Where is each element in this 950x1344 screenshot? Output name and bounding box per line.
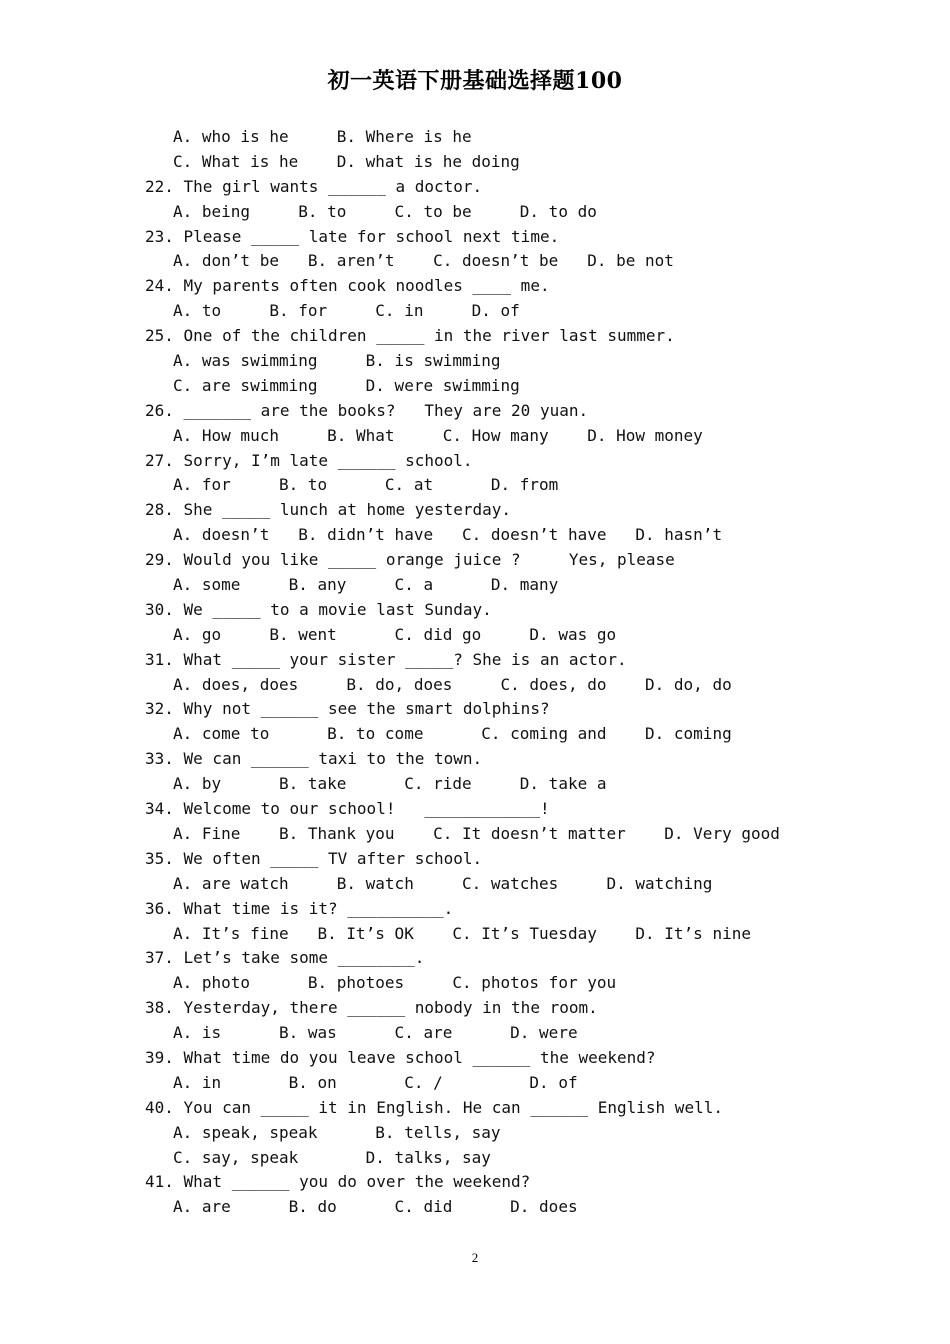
options-line: A. Fine B. Thank you C. It doesn’t matter D. Very good [173, 823, 780, 843]
question-line: 25. One of the children _____ in the river last summer. [145, 326, 675, 346]
question-line: 40. You can _____ it in English. He can ______ English well. [145, 1097, 723, 1117]
options-line: C. What is he D. what is he doing [173, 151, 520, 171]
page-title: 初一英语下册基础选择题100 [327, 68, 623, 94]
options-line: A. It’s fine B. It’s OK C. It’s Tuesday D. It’s nine [173, 923, 751, 943]
options-line: A. come to B. to come C. coming and D. coming [173, 724, 732, 744]
question-line: 30. We _____ to a movie last Sunday. [145, 599, 492, 619]
options-line: A. some B. any C. a D. many [173, 575, 559, 595]
options-line: A. is B. was C. are D. were [173, 1023, 578, 1043]
options-line: A. being B. to C. to be D. to do [173, 201, 597, 221]
question-line: 37. Let’s take some ________. [145, 948, 425, 968]
page-number: 2 [471, 1250, 479, 1265]
question-line: 31. What _____ your sister _____? She is an actor. [145, 649, 627, 669]
options-line: A. was swimming B. is swimming [173, 351, 501, 371]
question-line: 38. Yesterday, there ______ nobody in the room. [145, 998, 598, 1018]
options-line: A. in B. on C. / D. of [173, 1072, 578, 1092]
question-line: 32. Why not ______ see the smart dolphins? [145, 699, 550, 719]
question-line: 23. Please _____ late for school next time. [145, 226, 560, 246]
options-line: A. to B. for C. in D. of [173, 301, 520, 321]
question-line: 24. My parents often cook noodles ____ me. [145, 276, 550, 296]
question-line: 27. Sorry, I’m late ______ school. [145, 450, 473, 470]
options-line: A. who is he B. Where is he [173, 127, 472, 146]
question-line: 41. What ______ you do over the weekend? [145, 1172, 531, 1192]
options-line: A. for B. to C. at D. from [173, 475, 559, 495]
question-line: 34. Welcome to our school! ____________! [145, 799, 550, 819]
question-line: 29. Would you like _____ orange juice ? Yes, please [145, 550, 675, 570]
options-line: C. say, speak D. talks, say [173, 1147, 491, 1167]
options-line: A. does, does B. do, does C. does, do D. do, do [173, 674, 732, 694]
question-line: 36. What time is it? __________. [145, 898, 454, 918]
question-line: 28. She _____ lunch at home yesterday. [145, 500, 512, 520]
options-line: A. by B. take C. ride D. take a [173, 774, 607, 794]
question-line: 22. The girl wants ______ a doctor. [145, 176, 483, 196]
options-line: A. don’t be B. aren’t C. doesn’t be D. be not [173, 251, 674, 271]
options-line: A. are watch B. watch C. watches D. watching [173, 873, 713, 893]
options-line: A. How much B. What C. How many D. How money [173, 425, 703, 445]
question-line: 26. _______ are the books? They are 20 yuan. [145, 400, 589, 420]
question-line: 33. We can ______ taxi to the town. [145, 749, 483, 769]
question-line: 35. We often _____ TV after school. [145, 848, 483, 868]
options-line: A. speak, speak B. tells, say [173, 1122, 501, 1142]
options-line: A. doesn’t B. didn’t have C. doesn’t have D. hasn’t [173, 525, 723, 545]
question-list [145, 125, 905, 1220]
question-line: 39. What time do you leave school ______ the weekend? [145, 1047, 656, 1067]
options-line: A. go B. went C. did go D. was go [173, 624, 617, 644]
options-line: A. are B. do C. did D. does [173, 1197, 578, 1217]
options-line: C. are swimming D. were swimming [173, 375, 520, 395]
options-line: A. photo B. photoes C. photos for you [173, 973, 617, 993]
